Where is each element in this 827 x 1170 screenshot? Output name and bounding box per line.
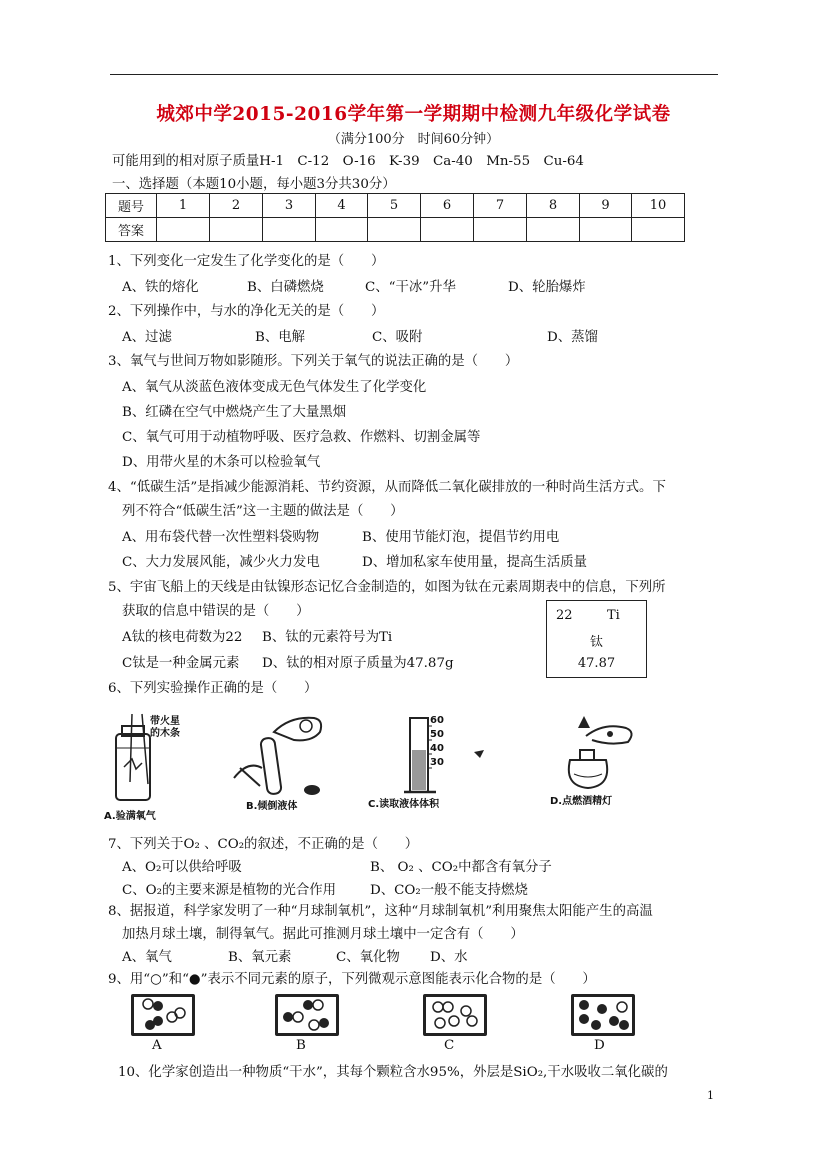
exam-subtitle: （满分100分 时间60分钟） xyxy=(327,132,500,147)
scale-50: 50 xyxy=(430,729,444,740)
q2-option-b[interactable]: B、电解 xyxy=(255,330,306,345)
pouring-liquid-icon xyxy=(232,712,342,807)
q4-option-a[interactable]: A、用布袋代替一次性塑料袋购物 xyxy=(122,530,320,545)
q9-label-b: B xyxy=(296,1038,306,1053)
lab-label-splint: 带火星的木条 xyxy=(150,716,180,739)
q8-stem-line1: 8、据报道，科学家发明了一种“月球制氧机”，这种“月球制氧机”利用聚焦太阳能产生的高温 xyxy=(108,904,653,919)
table-cell: 8 xyxy=(527,194,580,218)
exam-title: 城郊中学2015-2016学年第一学期期中检测九年级化学试卷 xyxy=(156,104,671,125)
answer-input[interactable] xyxy=(316,218,368,242)
q10-stem: 10、化学家创造出一种物质“干水”，其每个颗粒含水95%，外层是SiO₂,干水吸收二氧化碳的 xyxy=(118,1065,668,1080)
q8-option-a[interactable]: A、氧气 xyxy=(122,950,172,965)
header-rule xyxy=(110,74,718,75)
molecule-box-a[interactable] xyxy=(131,994,195,1036)
q2-stem: 2、下列操作中，与水的净化无关的是（ ） xyxy=(108,304,385,319)
q1-option-d[interactable]: D、轮胎爆炸 xyxy=(508,280,586,295)
q5-stem-line2: 获取的信息中错误的是（ ） xyxy=(122,604,310,619)
q4-option-c[interactable]: C、大力发展风能，减少火力发电 xyxy=(122,555,320,570)
answer-input[interactable] xyxy=(632,218,685,242)
q1-option-b[interactable]: B、白磷燃烧 xyxy=(247,280,324,295)
answer-input[interactable] xyxy=(527,218,580,242)
q8-option-c[interactable]: C、氧化物 xyxy=(336,950,400,965)
q9-label-d: D xyxy=(594,1038,605,1053)
table-cell: 2 xyxy=(210,194,263,218)
q8-option-b[interactable]: B、氧元素 xyxy=(228,950,292,965)
lab-caption-d: D.点燃酒精灯 xyxy=(550,796,613,807)
answer-input[interactable] xyxy=(580,218,632,242)
table-head-answer: 答案 xyxy=(106,218,157,242)
q9-label-c: C xyxy=(444,1038,455,1053)
lab-image-b[interactable] xyxy=(232,712,342,822)
page-number: 1 xyxy=(707,1089,714,1102)
q4-stem-line1: 4、“低碳生活”是指减少能源消耗、节约资源，从而降低二氧化碳排放的一种时尚生活方式。下 xyxy=(108,480,666,495)
q1-option-c[interactable]: C、“干冰”升华 xyxy=(365,280,456,295)
scale-40: 40 xyxy=(430,743,444,754)
q8-stem-line2: 加热月球土壤，制得氧气。据此可推测月球土壤中一定含有（ ） xyxy=(122,927,524,942)
q7-stem: 7、下列关于O₂ 、CO₂的叙述，不正确的是（ ） xyxy=(108,837,419,852)
answer-table xyxy=(105,193,685,242)
molecules-icon xyxy=(278,997,336,1033)
q9-stem: 9、用“○”和“●”表示不同元素的原子，下列微观示意图能表示化合物的是（ ） xyxy=(108,972,596,987)
q2-option-a[interactable]: A、过滤 xyxy=(122,330,172,345)
q1-option-a[interactable]: A、铁的熔化 xyxy=(122,280,199,295)
q3-stem: 3、氧气与世间万物如影随形。下列关于氧气的说法正确的是（ ） xyxy=(108,354,519,369)
molecule-box-d[interactable] xyxy=(571,994,635,1036)
q1-stem: 1、下列变化一定发生了化学变化的是（ ） xyxy=(108,254,385,269)
answer-input[interactable] xyxy=(474,218,527,242)
q5-option-d[interactable]: D、钛的相对原子质量为47.87g xyxy=(262,656,454,671)
molecule-box-b[interactable] xyxy=(275,994,339,1036)
lab-caption-b: B.倾倒液体 xyxy=(246,801,298,812)
q3-option-b[interactable]: B、红磷在空气中燃烧产生了大量黑烟 xyxy=(122,405,347,420)
element-card-titanium xyxy=(546,600,647,678)
q9-label-a: A xyxy=(152,1038,162,1053)
q3-option-c[interactable]: C、氧气可用于动植物呼吸、医疗急救、作燃料、切割金属等 xyxy=(122,430,481,445)
table-cell: 3 xyxy=(263,194,316,218)
element-symbol: Ti xyxy=(607,608,620,623)
element-name: 钛 xyxy=(589,635,603,650)
q7-option-c[interactable]: C、O₂的主要来源是植物的光合作用 xyxy=(122,883,337,898)
q2-option-c[interactable]: C、吸附 xyxy=(372,330,423,345)
scale-60: 60 xyxy=(430,715,444,726)
q5-option-a[interactable]: A钛的核电荷数为22 xyxy=(122,630,243,645)
answer-input[interactable] xyxy=(210,218,263,242)
q5-option-c[interactable]: C钛是一种金属元素 xyxy=(122,656,240,671)
answer-input[interactable] xyxy=(157,218,210,242)
molecules-icon xyxy=(134,997,192,1033)
element-number: 22 xyxy=(556,608,573,623)
q6-stem: 6、下列实验操作正确的是（ ） xyxy=(108,681,318,696)
table-cell: 9 xyxy=(580,194,632,218)
q8-option-d[interactable]: D、水 xyxy=(430,950,468,965)
lab-caption-a: A.验满氧气 xyxy=(104,811,156,822)
table-cell: 10 xyxy=(632,194,685,218)
table-cell: 7 xyxy=(474,194,527,218)
molecules-icon xyxy=(426,997,484,1033)
q4-option-d[interactable]: D、增加私家车使用量，提高生活质量 xyxy=(362,555,587,570)
atomic-masses: 可能用到的相对原子质量H-1 C-12 O-16 K-39 Ca-40 Mn-55 Cu-64 xyxy=(112,154,584,169)
molecule-box-c[interactable] xyxy=(423,994,487,1036)
table-cell: 4 xyxy=(316,194,368,218)
table-cell: 6 xyxy=(421,194,474,218)
answer-input[interactable] xyxy=(263,218,316,242)
lab-image-a[interactable] xyxy=(104,712,184,822)
table-cell: 5 xyxy=(368,194,421,218)
table-head-number: 题号 xyxy=(106,194,157,218)
lab-caption-c: C.读取液体体积 xyxy=(368,799,440,810)
q5-stem-line1: 5、宇宙飞船上的天线是由钛镍形态记忆合金制造的，如图为钛在元素周期表中的信息，下列所 xyxy=(108,580,666,595)
q3-option-a[interactable]: A、氧气从淡蓝色液体变成无色气体发生了化学变化 xyxy=(122,380,427,395)
q2-option-d[interactable]: D、蒸馏 xyxy=(547,330,598,345)
scale-30: 30 xyxy=(430,757,444,768)
q7-option-d[interactable]: D、CO₂一般不能支持燃烧 xyxy=(370,883,528,898)
q7-option-b[interactable]: B、 O₂ 、CO₂中都含有氧分子 xyxy=(370,860,552,875)
table-cell: 1 xyxy=(157,194,210,218)
molecules-icon xyxy=(574,997,632,1033)
q4-stem-line2: 列不符合“低碳生活”这一主题的做法是（ ） xyxy=(122,504,404,519)
answer-input[interactable] xyxy=(368,218,421,242)
q7-option-a[interactable]: A、O₂可以供给呼吸 xyxy=(122,860,242,875)
element-mass: 47.87 xyxy=(577,656,616,671)
section-heading: 一、选择题（本题10小题，每小题3分共30分） xyxy=(112,177,396,192)
lab-image-d[interactable] xyxy=(548,712,668,822)
lab-image-c[interactable] xyxy=(366,712,506,822)
q3-option-d[interactable]: D、用带火星的木条可以检验氧气 xyxy=(122,455,321,470)
q5-option-b[interactable]: B、钛的元素符号为Ti xyxy=(262,630,393,645)
answer-input[interactable] xyxy=(421,218,474,242)
q4-option-b[interactable]: B、使用节能灯泡，提倡节约用电 xyxy=(362,530,560,545)
